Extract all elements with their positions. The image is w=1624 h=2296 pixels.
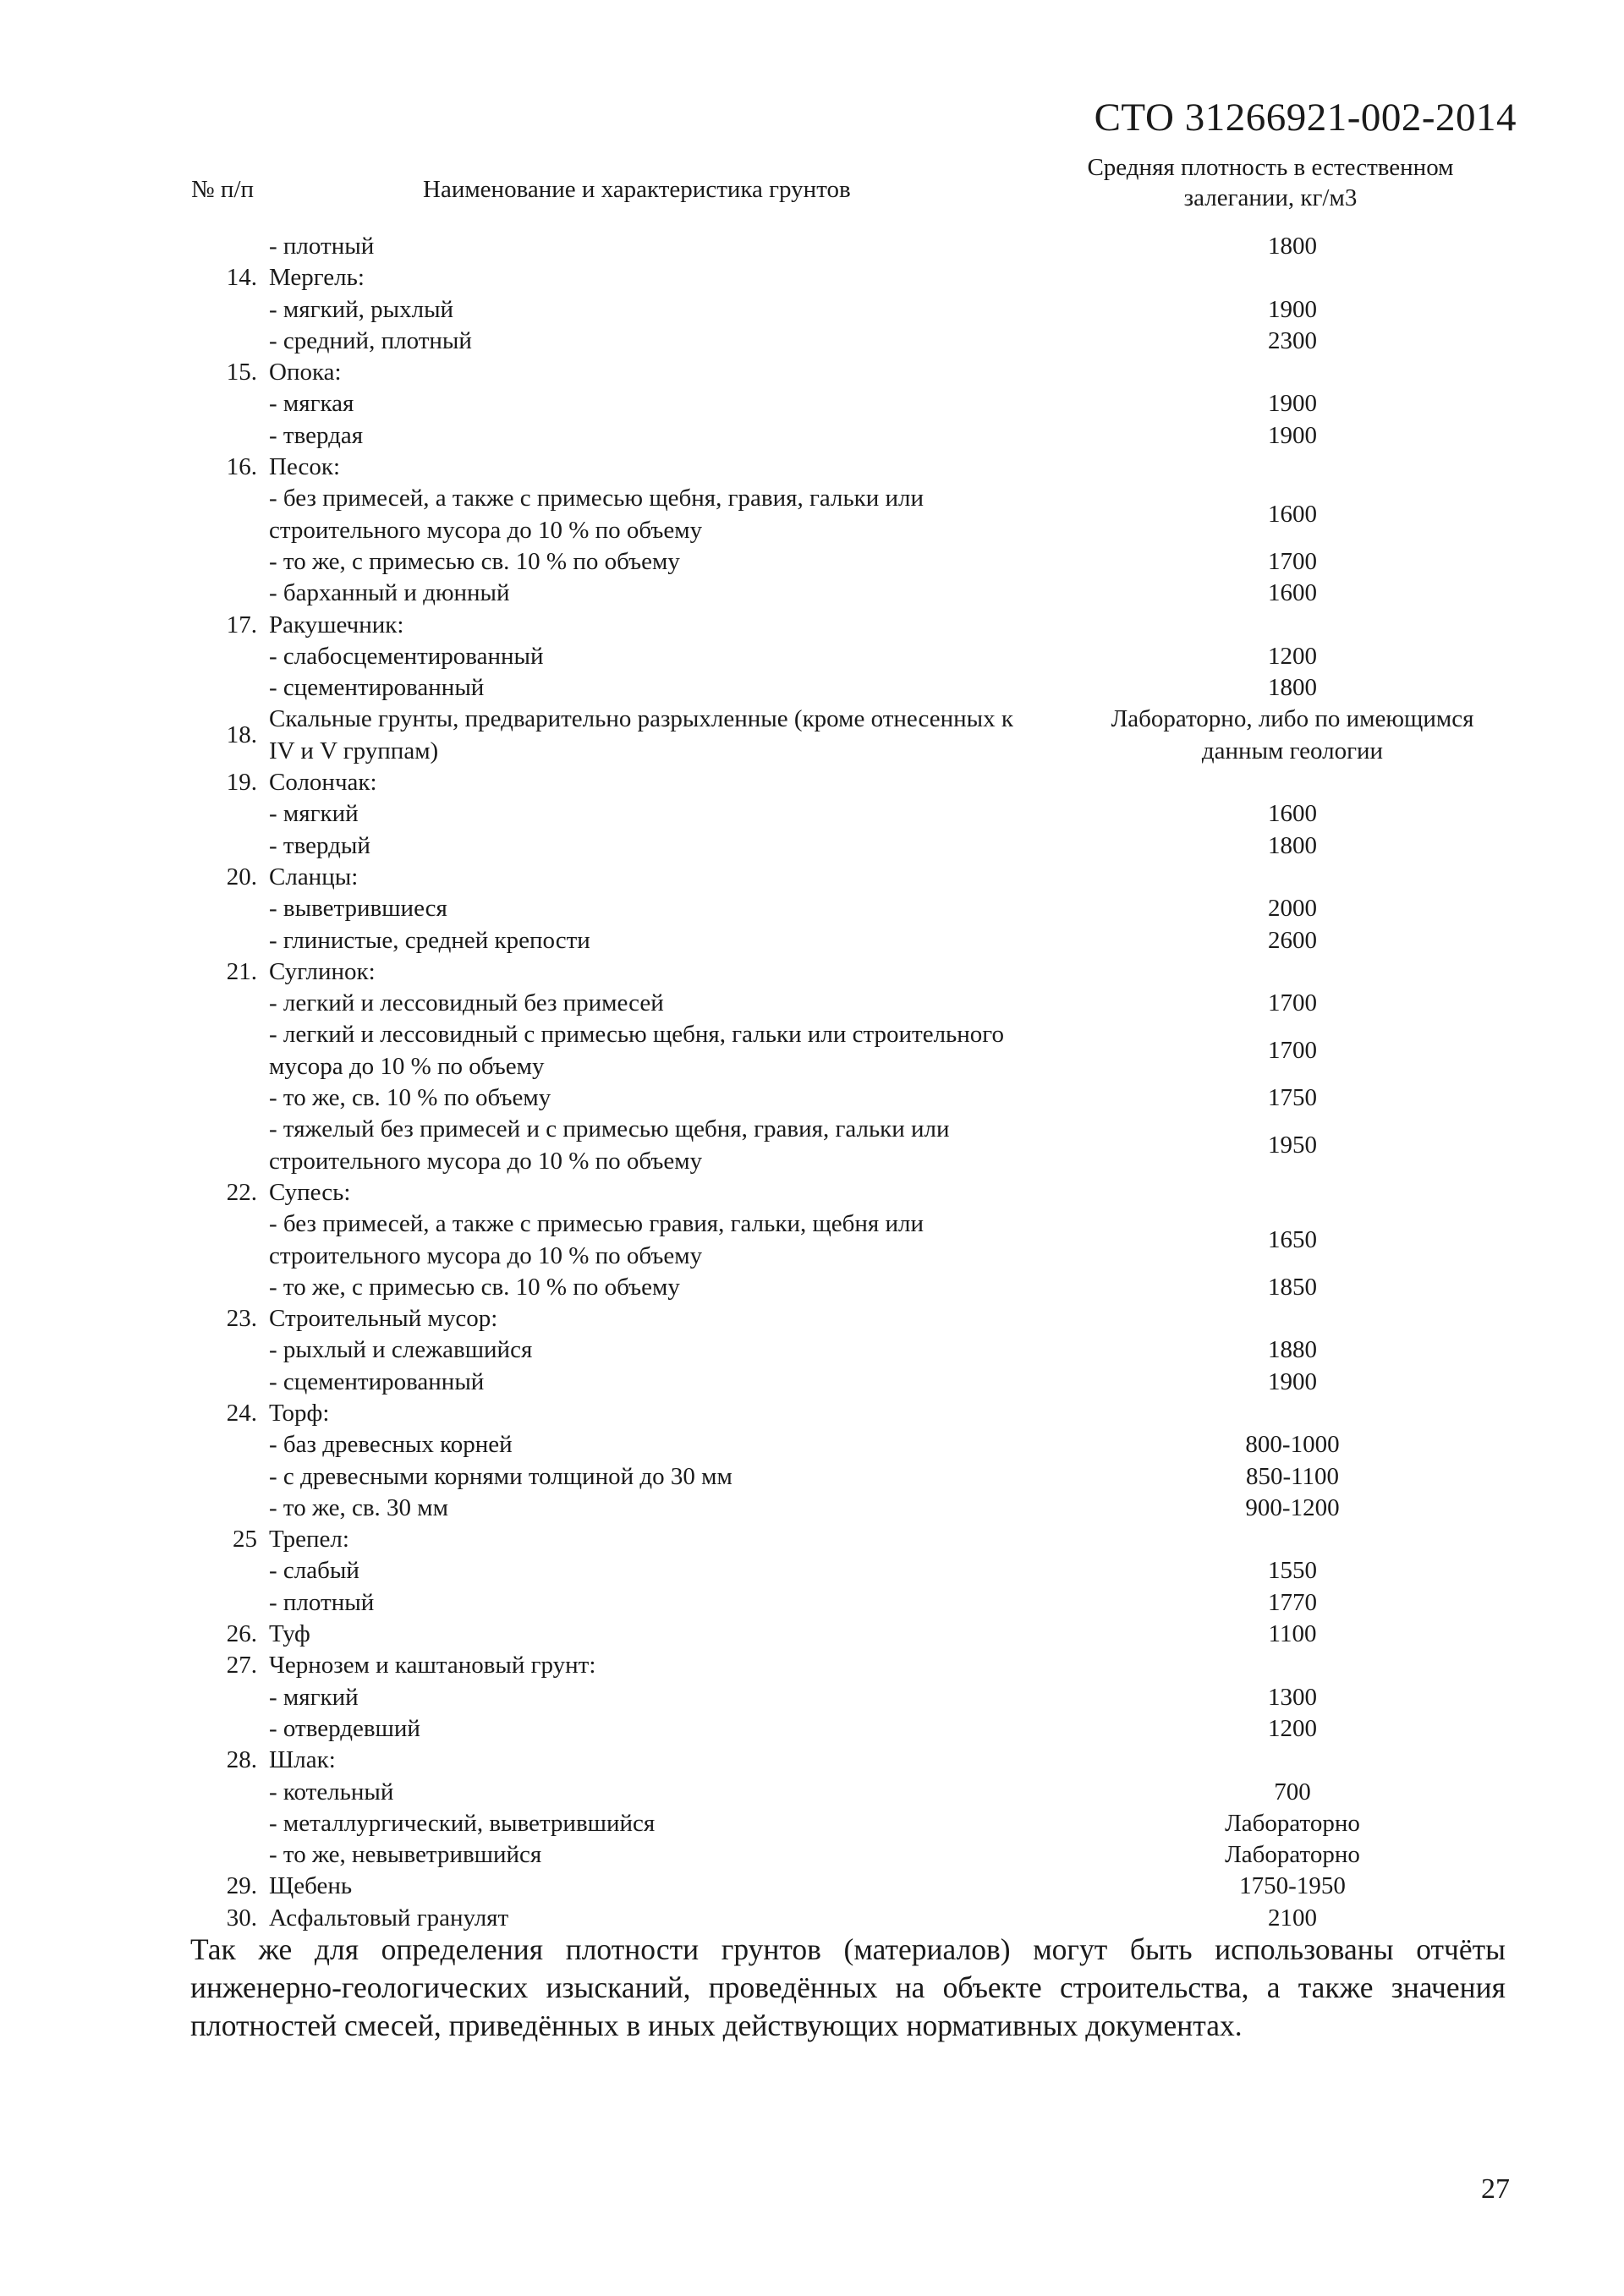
table-row <box>188 357 1516 388</box>
row-name: - легкий и лессовидный без примесей <box>269 989 664 1017</box>
row-name: Шлак: <box>269 1746 336 1774</box>
table-row <box>188 262 1516 293</box>
row-density-value: 1600 <box>1268 800 1317 828</box>
table-row <box>188 1114 1516 1177</box>
row-number: 14. <box>226 264 257 292</box>
row-name: - без примесей, а также с примесью щебня, гравия, гальки или строительного мусора до 10 % по объему <box>269 485 924 544</box>
row-density-value: 1600 <box>1268 579 1317 607</box>
row-name: - рыхлый и слежавшийся <box>269 1336 533 1364</box>
row-name: Туф <box>269 1620 310 1648</box>
row-density-value: 1700 <box>1268 989 1317 1017</box>
row-name: Ракушечник: <box>269 611 404 638</box>
row-name: - тяжелый без примесей и с примесью щебня, гравия, гальки или строительного мусора до 10 % по объему <box>269 1115 950 1175</box>
row-density-value: Лабораторно, либо по имеющимся данным геологии <box>1111 705 1474 764</box>
row-density-value: 1750-1950 <box>1239 1872 1346 1900</box>
table-row <box>188 893 1516 924</box>
row-name: - глинистые, средней крепости <box>269 926 590 954</box>
row-name: - котельный <box>269 1778 394 1806</box>
row-name: - то же, невыветрившийся <box>269 1841 542 1869</box>
row-name: Торф: <box>269 1399 330 1427</box>
table-row <box>188 830 1516 862</box>
row-number: 17. <box>226 611 257 638</box>
table-row <box>188 1524 1516 1555</box>
row-name: - баз древесных корней <box>269 1431 513 1459</box>
row-name: - отвердевший <box>269 1714 420 1742</box>
row-number: 20. <box>226 863 257 890</box>
table-row <box>188 704 1516 767</box>
row-number: 18. <box>226 721 257 749</box>
row-density-value: 2000 <box>1268 895 1317 923</box>
table-row <box>188 546 1516 578</box>
row-name: - сцементированный <box>269 1367 485 1395</box>
row-density-value: 700 <box>1274 1778 1311 1806</box>
row-name: Суглинок: <box>269 957 376 985</box>
row-density-value: 1700 <box>1268 547 1317 575</box>
row-density-value: Лабораторно <box>1225 1841 1360 1869</box>
row-name: Строительный мусор: <box>269 1305 498 1333</box>
row-name: - средний, плотный <box>269 326 472 354</box>
row-density-value: 1200 <box>1268 1714 1317 1742</box>
row-density-value: 1700 <box>1268 1037 1317 1065</box>
row-density-value: 1600 <box>1268 501 1317 529</box>
table-row <box>188 798 1516 830</box>
row-density-value: 1750 <box>1268 1084 1317 1112</box>
row-name: Супесь: <box>269 1178 351 1206</box>
table-row <box>188 1555 1516 1586</box>
row-name: - плотный <box>269 233 375 260</box>
row-name: Сланцы: <box>269 863 359 890</box>
row-name: Песок: <box>269 453 341 481</box>
table-row <box>188 767 1516 798</box>
row-density-value: 1900 <box>1268 295 1317 323</box>
row-density-value: 1800 <box>1268 674 1317 702</box>
table-row <box>188 1777 1516 1808</box>
table-row <box>188 1871 1516 1902</box>
table-header <box>188 152 1516 230</box>
header-density: Средняя плотность в естественном залегании, кг/м3 <box>1087 154 1454 211</box>
table-row <box>188 231 1516 262</box>
row-name: - с древесными корнями толщиной до 30 мм <box>269 1462 732 1490</box>
table-row <box>188 452 1516 483</box>
row-density-value: 1300 <box>1268 1683 1317 1711</box>
header-number: № п/п <box>191 176 255 203</box>
row-density-value: 900-1200 <box>1245 1493 1340 1521</box>
row-name: Трепел: <box>269 1526 349 1553</box>
row-number: 19. <box>226 769 257 797</box>
row-name: - без примесей, а также с примесью гравия, гальки, щебня или строительного мусора до 10 % по объему <box>269 1210 924 1269</box>
row-name: Скальные грунты, предварительно разрыхленные (кроме отнесенных к IV и V группам) <box>269 705 1013 764</box>
table-row <box>188 925 1516 956</box>
row-name: - то же, с примесью св. 10 % по объему <box>269 1273 680 1301</box>
row-number: 30. <box>226 1904 257 1932</box>
table-row <box>188 1650 1516 1681</box>
row-name: - слабосцементированный <box>269 642 544 670</box>
row-name: - то же, св. 30 мм <box>269 1493 448 1521</box>
row-density-value: 1950 <box>1268 1131 1317 1159</box>
row-name: - барханный и дюнный <box>269 579 510 607</box>
table-row <box>188 420 1516 452</box>
row-density-value: Лабораторно <box>1225 1809 1360 1837</box>
row-name: - то же, св. 10 % по объему <box>269 1084 551 1112</box>
table-row <box>188 388 1516 419</box>
table-row <box>188 1367 1516 1398</box>
row-number: 22. <box>226 1178 257 1206</box>
row-name: - легкий и лессовидный с примесью щебня, гальки или строительного мусора до 10 % по объему <box>269 1021 1004 1080</box>
row-name: - металлургический, выветрившийся <box>269 1809 656 1837</box>
table-row <box>188 1682 1516 1713</box>
page-number: 27 <box>1481 2173 1510 2205</box>
row-name: - мягкая <box>269 390 354 418</box>
row-name: - то же, с примесью св. 10 % по объему <box>269 547 680 575</box>
row-name: - слабый <box>269 1557 359 1585</box>
row-name: Щебень <box>269 1872 353 1900</box>
row-density-value: 1800 <box>1268 233 1317 260</box>
row-density-value: 850-1100 <box>1245 1462 1340 1490</box>
table-row <box>188 1839 1516 1871</box>
row-density-value: 2600 <box>1268 926 1317 954</box>
table-row <box>188 1272 1516 1303</box>
row-density-value: 1850 <box>1268 1273 1317 1301</box>
row-density-value: 1200 <box>1268 642 1317 670</box>
row-name: Опока: <box>269 359 342 386</box>
table-row <box>188 326 1516 357</box>
row-density-value: 1880 <box>1268 1336 1317 1364</box>
table-row <box>188 988 1516 1019</box>
row-name: - выветрившиеся <box>269 895 447 923</box>
table-row <box>188 294 1516 326</box>
document-code: СТО 31266921-002-2014 <box>1094 96 1517 140</box>
row-name: - твердая <box>269 421 364 449</box>
table-row <box>188 1745 1516 1776</box>
row-number: 25 <box>233 1526 257 1553</box>
table-row <box>188 1429 1516 1460</box>
row-density-value: 1550 <box>1268 1557 1317 1585</box>
table-row <box>188 1082 1516 1114</box>
table-row <box>188 1619 1516 1650</box>
row-number: 24. <box>226 1399 257 1427</box>
row-name: - твердый <box>269 831 370 859</box>
table-row <box>188 862 1516 893</box>
row-density-value: 1800 <box>1268 831 1317 859</box>
soil-density-table <box>188 231 1516 1934</box>
header-name: Наименование и характеристика грунтов <box>423 176 851 203</box>
table-row <box>188 1208 1516 1272</box>
table-row <box>188 1587 1516 1619</box>
table-row <box>188 1808 1516 1839</box>
table-row <box>188 1713 1516 1745</box>
row-number: 29. <box>226 1872 257 1900</box>
row-number: 23. <box>226 1305 257 1333</box>
table-row <box>188 578 1516 609</box>
row-density-value: 800-1000 <box>1245 1431 1340 1459</box>
table-row <box>188 956 1516 988</box>
row-density-value: 2300 <box>1268 326 1317 354</box>
table-row <box>188 1461 1516 1493</box>
row-number: 26. <box>226 1620 257 1648</box>
row-density-value: 1900 <box>1268 1367 1317 1395</box>
row-density-value: 1900 <box>1268 390 1317 418</box>
table-row <box>188 641 1516 672</box>
row-density-value: 2100 <box>1268 1904 1317 1932</box>
table-row <box>188 1019 1516 1082</box>
row-density-value: 1100 <box>1268 1620 1317 1648</box>
row-name: - плотный <box>269 1588 375 1616</box>
row-number: 16. <box>226 453 257 481</box>
row-number: 15. <box>226 359 257 386</box>
row-name: - сцементированный <box>269 674 485 702</box>
row-number: 27. <box>226 1652 257 1680</box>
row-name: - мягкий, рыхлый <box>269 295 454 323</box>
row-name: Чернозем и каштановый грунт: <box>269 1652 596 1680</box>
row-name: Солончак: <box>269 769 377 797</box>
table-row <box>188 1303 1516 1334</box>
row-name: Мергель: <box>269 264 365 292</box>
row-number: 21. <box>226 957 257 985</box>
table-row <box>188 1493 1516 1524</box>
row-name: - мягкий <box>269 1683 359 1711</box>
table-row <box>188 483 1516 546</box>
table-row <box>188 672 1516 704</box>
table-row <box>188 610 1516 641</box>
table-row <box>188 1398 1516 1429</box>
row-density-value: 1770 <box>1268 1588 1317 1616</box>
footer-paragraph: Так же для определения плотности грунтов (материалов) могут быть использованы отчёты инженерно-геологических изысканий, проведённых на объекте строительства, а также значения плотностей смесей, приведённых в иных действующих нормативных документах. <box>190 1932 1506 2042</box>
table-row <box>188 1177 1516 1208</box>
row-density-value: 1900 <box>1268 421 1317 449</box>
row-name: Асфальтовый гранулят <box>269 1904 509 1932</box>
table-row <box>188 1903 1516 1934</box>
row-density-value: 1650 <box>1268 1225 1317 1253</box>
table-row <box>188 1334 1516 1366</box>
row-number: 28. <box>226 1746 257 1774</box>
row-name: - мягкий <box>269 800 359 828</box>
